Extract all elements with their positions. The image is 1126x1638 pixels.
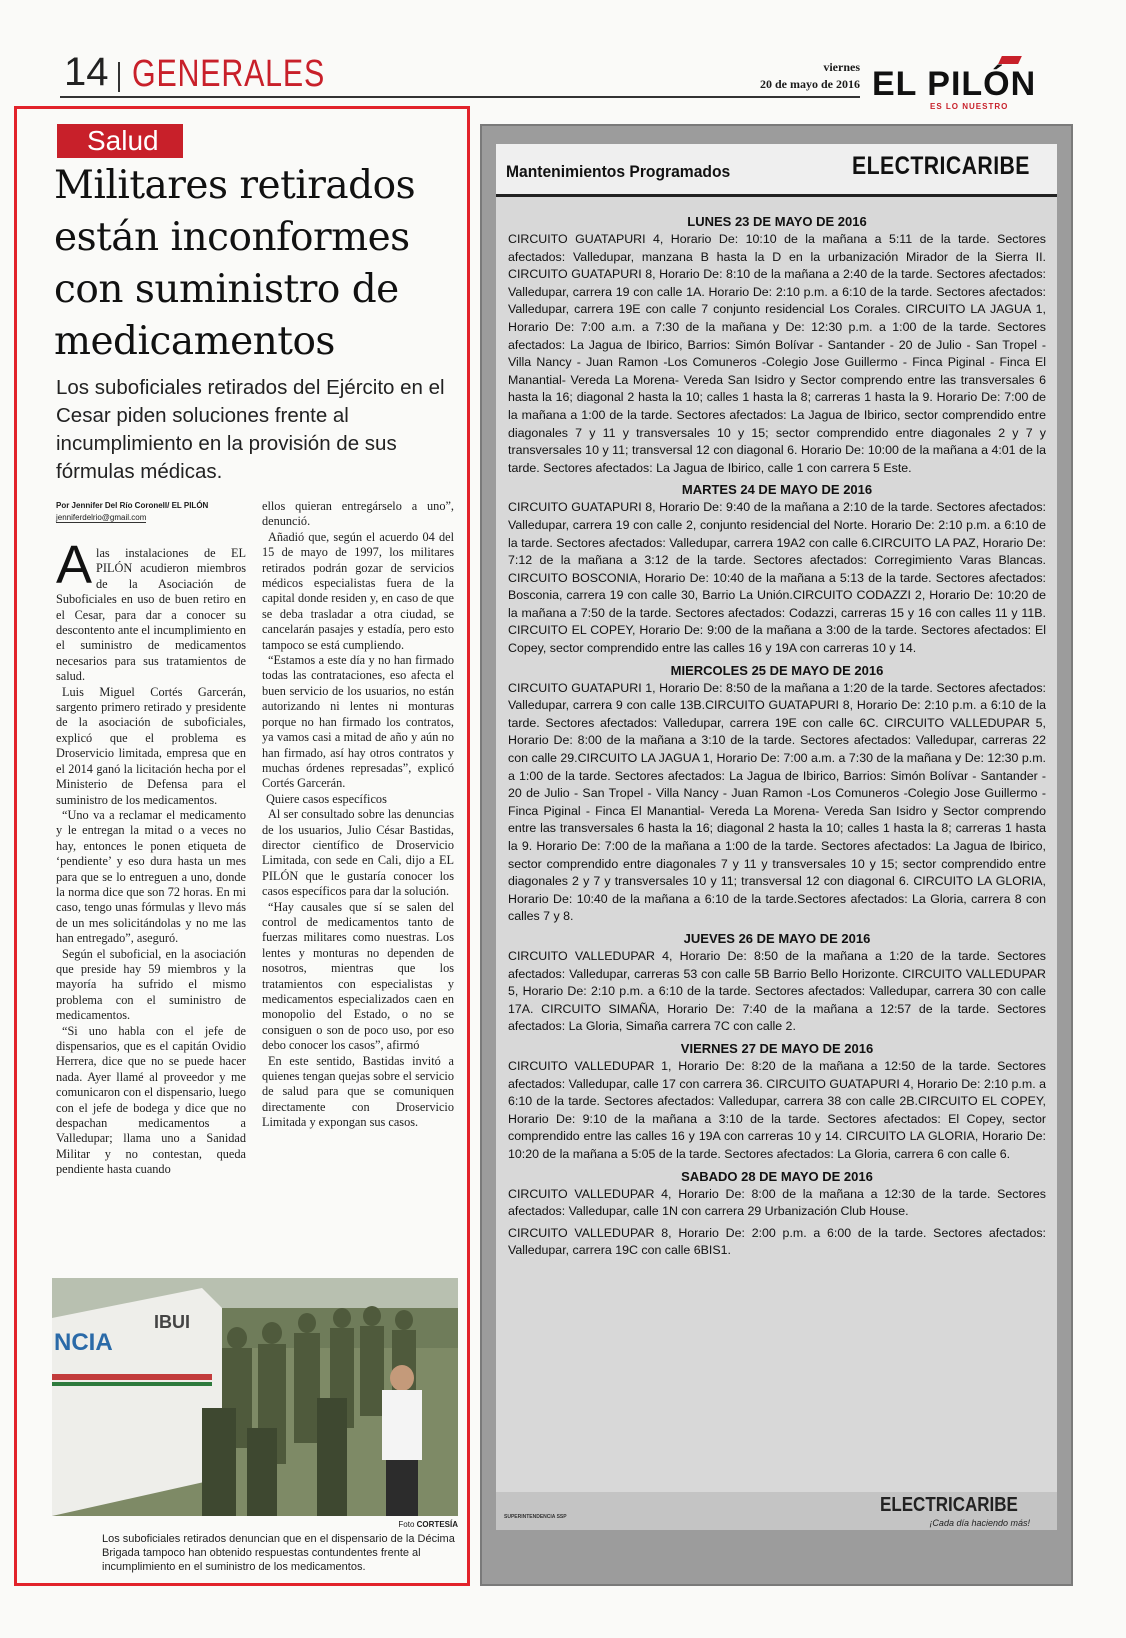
author-email[interactable] bbox=[56, 513, 246, 523]
ad-footer-brand: ELECTRICARIBE bbox=[880, 1494, 1018, 1516]
article-column-2 bbox=[262, 499, 454, 1131]
header-rule bbox=[60, 96, 860, 98]
ad-brand: ELECTRICARIBE bbox=[852, 152, 1030, 180]
drop-cap: A bbox=[56, 535, 93, 595]
vehicle-text-2: IBUI bbox=[154, 1312, 190, 1332]
paragraph: “Si uno habla con el jefe de dispensarios, que es el capitán Ovidio Herrera, dice que no se puede hacer nada. Ayer llamé al proveedor y me comunicaron con el dispensario, luego con el jefe de bodega y dice que no despachan medicamentos a Valledupar; llama uno a Sanidad Militar y no contestan, queda pendiente hasta cuando bbox=[56, 1023, 246, 1177]
paragraph: ellos quieran entregárselo a uno”, denunció. bbox=[262, 499, 454, 529]
newspaper-slogan: ES LO NUESTRO bbox=[930, 102, 1009, 111]
paragraph: “Hay causales que sí se salen del control de medicamentos tanto de fuerzas militares como nuestras. Los lentes y monturas no dependen de nosotros, mientras que los tratamientos con especialistas y medicamentos especializados caen en monopolio del Estado, o no se consiguen o son de poco uso, por eso debo conocer los casos”, afirmó bbox=[262, 899, 454, 1053]
paragraph: “Estamos a este día y no han firmado todas las contrataciones, eso afecta el buen servicio de los usuarios, no están autorizando ni lentes ni monturas porque no han firmado los contratos, ya vamos casi a mitad de año y aún no han firmado, así hay otros contratos y muchas órdenes represadas”, explicó Cortés Garcerán. bbox=[262, 653, 454, 791]
ad-title: Mantenimientos Programados bbox=[506, 162, 731, 181]
issue-day: viernes bbox=[823, 60, 860, 74]
article-photo bbox=[52, 1278, 458, 1516]
newspaper-logo: EL PILÓN bbox=[872, 65, 1037, 103]
photo-credit bbox=[370, 1520, 458, 1529]
article-kicker: Salud bbox=[57, 124, 183, 158]
paragraph: “Uno va a reclamar el medicamento y le entregan la mitad o a veces no hay, entonces le ponen etiqueta de ‘pendiente’ y eso dura hasta un mes para que se lo entreguen a uno, donde la norma dice que son 72 horas. En mi caso, tengo unas fórmulas y llevo más de un mes solicitándolas y no me las han entregado”, aseguró. bbox=[56, 807, 246, 946]
day-heading: SABADO 28 DE MAYO DE 2016 bbox=[681, 1168, 873, 1184]
day-heading: JUEVES 26 DE MAYO DE 2016 bbox=[683, 930, 871, 946]
schedule-entry: CIRCUITO VALLEDUPAR 4, Horario De: 8:50 de la mañana a 1:20 de la tarde. Sectores afectados: Valledupar, carreras 53 con calle 5B Barrio Bello Horizonte. CIRCUITO VALLEDUPAR 5, Horario De: 2:10 p.m. a 6:10 de la tarde. Sectores afectados: Valledupar, carrera 30 con calle 17A. CIRCUITO SIMAÑA, Horario De: 7:40 de la mañana a 12:57 de la tarde. Sectores afectados: La Gloria, Simaña carrera 7C con calle 2. bbox=[508, 948, 1046, 1034]
schedule-entry: CIRCUITO VALLEDUPAR 1, Horario De: 8:20 de la mañana a 12:50 de la tarde. Sectores afectados: Valledupar, calle 17 con carrera 36. CIRCUITO GUATAPURI 4, Horario De: 2:10 p.m. a 6:10 de la tarde. Sectores afectados: Valledupar, carrera 38 con calle 2B.CIRCUITO EL COPEY, Horario De: 9:10 de la mañana a 3:10 de la tarde. Sectores afectados: El Copey, sector comprendido entre las calles 16 y 19A con carreras 10 y 14. CIRCUITO LA GLORIA, Horario De: 10:20 de la mañana a 5:05 de la tarde. Sectores afectados: La Gloria, carrera 6 con calle 6. bbox=[508, 1058, 1046, 1161]
section-title: GENERALES bbox=[132, 53, 326, 95]
photo-credit-prefix: Foto bbox=[398, 1520, 415, 1529]
article-column-1 bbox=[56, 535, 246, 1178]
photo-credit-name: CORTESÍA bbox=[416, 1520, 458, 1529]
inline-subheading: Quiere casos específicos bbox=[266, 791, 387, 806]
paragraph: Según el suboficial, en la asociación que preside hay 59 miembros y la mayoría ha sufrido el mismo problema con el suministro de medicamentos. bbox=[56, 946, 246, 1023]
article-subhead: Los suboficiales retirados del Ejército en el Cesar piden soluciones frente al incumplimiento en la provisión de sus fórmulas médicas. bbox=[56, 376, 445, 483]
photo-caption: Los suboficiales retirados denuncian que en el dispensario de la Décima Brigada tampoco han obtenido respuestas contundentes frente al incumplimiento en el suministro de los medicamentos. bbox=[102, 1533, 455, 1573]
paragraph: las instalaciones de EL PILÓN acudieron miembros de la Asociación de Suboficiales en uso de buen retiro en el Cesar, para dar a conocer su descontento ante el incumplimiento en el suministro de medicamentos necesarios para sus tratamientos de salud. bbox=[56, 546, 246, 684]
photo-illustration bbox=[52, 1278, 458, 1516]
schedule-entry: CIRCUITO VALLEDUPAR 4, Horario De: 8:00 de la mañana a 12:30 de la tarde. Sectores afectados: Valledupar, calle 1N con carrera 29 Urbanización Club House. bbox=[508, 1186, 1046, 1219]
superintendencia-logo: SUPERINTENDENCIA SSP bbox=[504, 1514, 567, 1520]
author-email-link[interactable]: jenniferdelrio@gmail.com bbox=[56, 513, 147, 522]
maintenance-schedule bbox=[508, 213, 1046, 1264]
schedule-entry: CIRCUITO VALLEDUPAR 8, Horario De: 2:00 p.m. a 6:00 de la tarde. Sectores afectados: Valledupar, carrera 19C con calle 6BIS1. bbox=[508, 1225, 1046, 1258]
article-headline: Militares retirados están inconformes con suministro de medicamentos bbox=[54, 163, 416, 364]
day-heading: LUNES 23 DE MAYO DE 2016 bbox=[687, 214, 867, 229]
ad-footer-slogan: ¡Cada día haciendo más! bbox=[929, 1518, 1030, 1528]
paragraph: Al ser consultado sobre las denuncias de los usuarios, Julio César Bastidas, director científico de Droservicio Limitada, con sede en Cali, dijo a EL PILÓN que le gustaría conocer los casos específicos para dar la solución. bbox=[262, 807, 454, 899]
day-heading: MIERCOLES 25 DE MAYO DE 2016 bbox=[670, 662, 884, 678]
day-heading: VIERNES 27 DE MAYO DE 2016 bbox=[680, 1040, 874, 1056]
day-heading: MARTES 24 DE MAYO DE 2016 bbox=[681, 482, 873, 498]
header-separator bbox=[118, 62, 120, 92]
paragraph: En este sentido, Bastidas invitó a quienes tengan quejas sobre el servicio de salud para que se comuniquen directamente con Droservicio Limitada y expongan sus casos. bbox=[262, 1053, 454, 1130]
paragraph: Luis Miguel Cortés Garcerán, sargento primero retirado y presidente de la asociación de suboficiales, explicó que el problema es Droservicio limitada, empresa que en el 2014 ganó la licitación hecha por el Ministerio de Defensa para el suministro de los medicamentos. bbox=[56, 684, 246, 807]
vehicle-text-1: NCIA bbox=[54, 1329, 113, 1356]
schedule-entry: CIRCUITO GUATAPURI 1, Horario De: 8:50 de la mañana a 1:20 de la tarde. Sectores afectados: Valledupar, carrera 9 con calle 13B.CIRCUITO GUATAPURI 8, Horario De: 2:10 p.m. a 6:10 de la tarde. Sectores afectados: Valledupar, carrera 19E con calle 6C. CIRCUITO VALLEDUPAR 5, Horario De: 8:00 de la mañana a 3:10 de la tarde. Sectores afectados: Valledupar, carreras 22 con calle 29.CIRCUITO LA JAGUA 1, Horario De: 7:00 a.m. a 7:30 de la mañana y De: 12:30 p.m. a 1:00 de la tarde. Sectores afectados: La Jagua de Ibirico, Barrios: Simón Bolívar - Santander - 20 de Julio - San Tropel - Villa Nancy - Juan Ramon -Los Comuneros -Colegio Jose Guillermo - Finca Piginal - Finca El Manantial- Vereda La Morena- Vereda San Isidro y Sector comprendo entre las transversales 6 hasta la 16; diagonal 2 hasta la 10; calles 1 hasta la 8; carreras 1 hasta la 9. Horario De: 7:00 de la mañana a 1:00 de la tarde. Sectores afectados: La Jagua de Ibirico, sector comprendido entre diagonales 7 y 11 y transversales 10 y 15; sector comprendido entre diagonales 2 y 7 y transversales 10 y 11; transversal 12 con diagonal 6. CIRCUITO LA GLORIA, Horario De: 10:40 de la mañana a 6:10 de la tarde.Sectores afectados: La Gloria, carrera 8 con calles 7 y 8. bbox=[508, 680, 1046, 924]
page-number: 14 bbox=[64, 50, 109, 94]
schedule-entry: CIRCUITO GUATAPURI 4, Horario De: 10:10 de la mañana a 5:11 de la tarde. Sectores afectados: Valledupar, manzana B hasta la D en la urbanización Mirador de la Sierra II. CIRCUITO GUATAPURI 8, Horario De: 8:10 de la mañana a 2:40 de la tarde. Sectores afectados: Valledupar, carrera 19 con calle 1A. Horario De: 2:10 p.m. a 6:10 de la tarde. Sectores afectados: Valledupar, carrera 19E con calle 7 conjunto residencial Los Corales. CIRCUITO LA JAGUA 1, Horario De: 7:00 a.m. a 7:30 de la mañana y De: 12:30 p.m. a 1:00 de la tarde. Sectores afectados: La Jagua de Ibirico, Barrios: Simón Bolívar - Santander - 20 de Julio - San Tropel - Villa Nancy - Juan Ramon -Los Comuneros -Colegio Jose Guillermo - Finca Piginal - Finca El Manantial- Vereda La Morena- Vereda San Isidro y Sector comprendo entre las transversales 6 hasta la 16; diagonal 2 hasta la 10; calles 1 hasta la 8; carreras 1 hasta la 9. Horario De: 7:00 de la mañana a 1:00 de la tarde. Sectores afectados: La Jagua de Ibirico, sector comprendido entre diagonales 7 y 11 y transversales 10 y 15; sector comprendido entre diagonales 2 y 7 y transversales 10 y 11; transversal 12 con diagonal 6. Horario De: 10:00 de la mañana a 4:01 de la tarde. Sectores afectados: La Jagua de Ibirico, calle 1 con carrera 5 Este. bbox=[508, 232, 1046, 475]
article-byline: Por Jennifer Del Río Coronell/ EL PILÓN bbox=[56, 501, 209, 510]
paragraph: Añadió que, según el acuerdo 04 del 15 de mayo de 1997, los militares retirados podrán gozar de servicios médicos especialistas fuera de la capital donde residen y, en caso de que se deba trasladar a otra ciudad, se cancelarán pasajes y estadía, pero esto tampoco se está cumpliendo. bbox=[262, 529, 454, 652]
logo-accent-icon bbox=[998, 56, 1022, 64]
issue-date: 20 de mayo de 2016 bbox=[760, 77, 860, 91]
schedule-entry: CIRCUITO GUATAPURI 8, Horario De: 9:40 de la mañana a 2:10 de la tarde. Sectores afectados: Valledupar, carrera 19 con calle 2, conjunto residencial del Norte. Horario De: 2:10 p.m. a 6:10 de la tarde. Sectores afectados: Valledupar, carrera 19A2 con calle 6.CIRCUITO LA PAZ, Horario De: 7:12 de la mañana a 3:12 de la tarde. Sectores afectados: Corregimiento Varas Blancas. CIRCUITO BOSCONIA, Horario De: 10:40 de la mañana a 5:13 de la tarde. Sectores afectados: Bosconia, carrera 19 con calle 30, Barrio La Unión.CIRCUITO CODAZZI 2, Horario De: 10:20 de la mañana a 7:50 de la tarde. Sectores afectados: Codazzi, carreras 15 y 16 con calles 11 y 11B. CIRCUITO EL COPEY, Horario De: 9:00 de la mañana a 3:00 de la tarde. Sectores afectados: El Copey, sector comprendido entre las calles 16 y 19A con carreras 10 y 14. bbox=[508, 500, 1046, 656]
